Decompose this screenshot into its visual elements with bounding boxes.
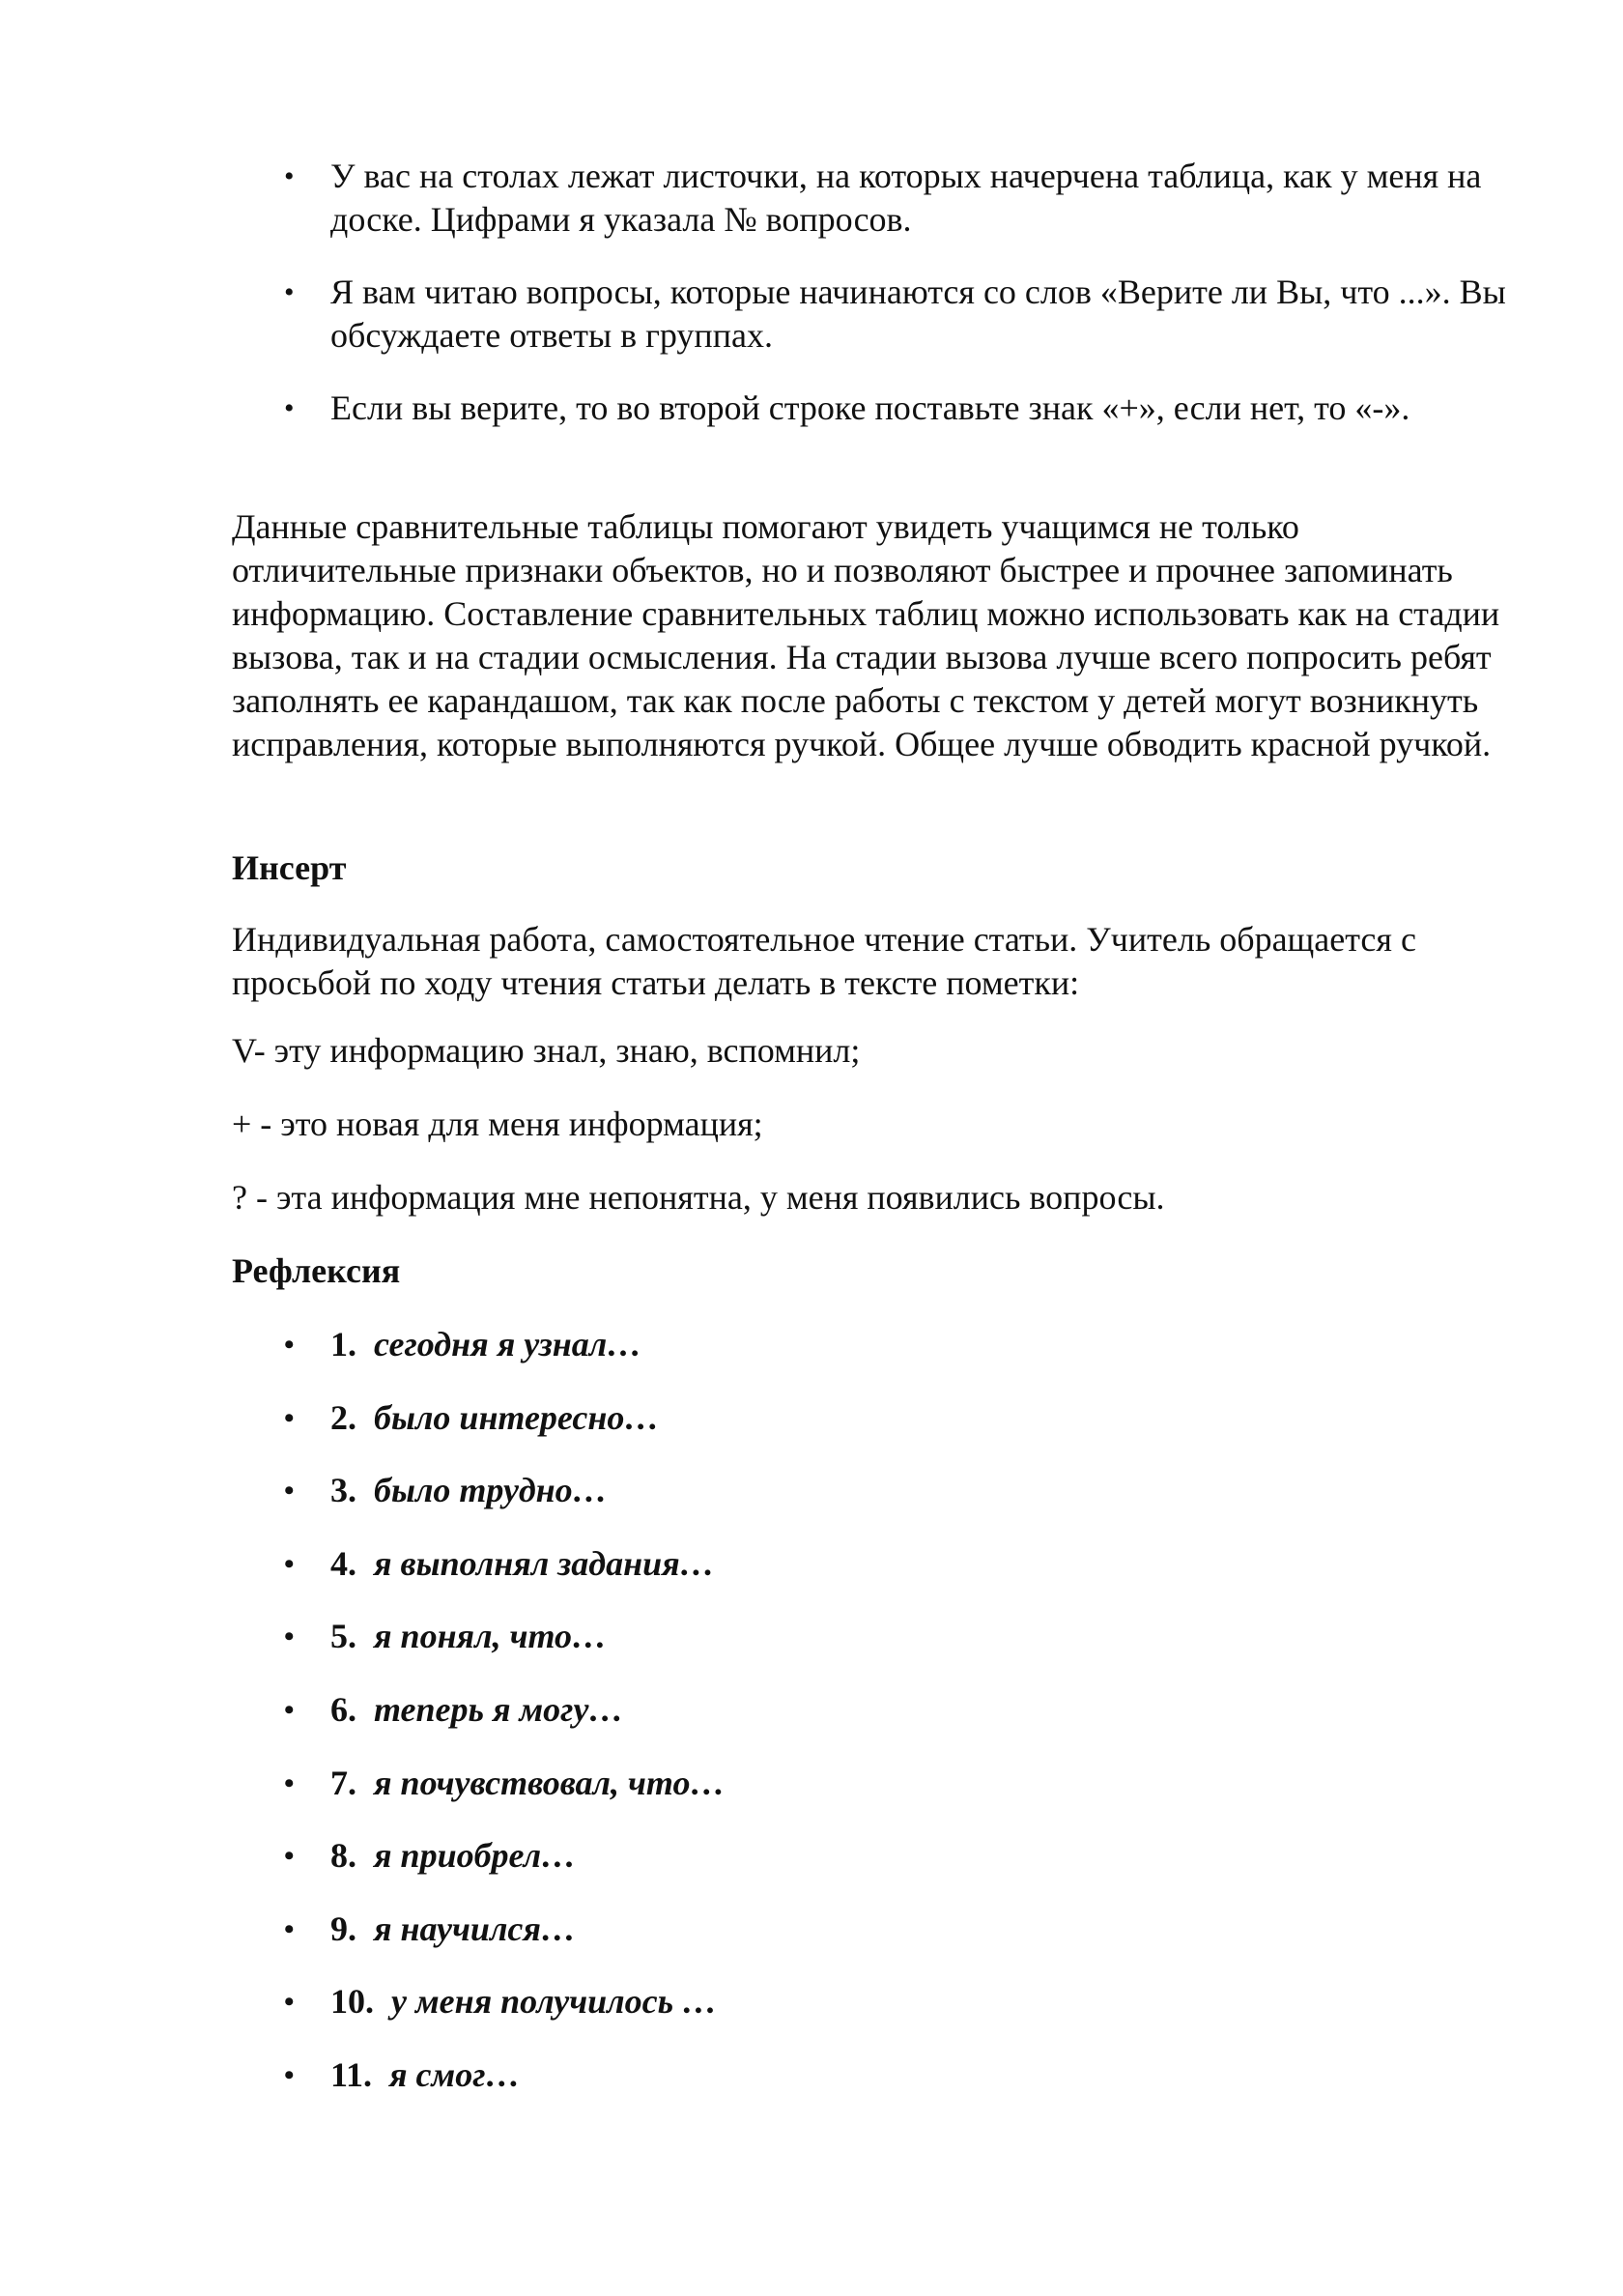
item-text: я понял, что…: [374, 1617, 607, 1656]
item-number: 6.: [330, 1689, 356, 1729]
reflection-item: [0, 1908, 1623, 1951]
item-text: я научился…: [374, 1909, 576, 1948]
bullet-icon: •: [284, 160, 295, 192]
reflection-heading: Рефлексия: [232, 1251, 401, 1290]
item-number: 2.: [330, 1397, 356, 1437]
bullet-icon: •: [284, 1621, 295, 1653]
main-paragraph: Данные сравнительные таблицы помогают увидеть учащимся не только отличительные признаки объектов, но и позволяют быстрее и прочнее запоминать информацию. Составление сравнительных таблиц можно использовать как на стадии вызова, так и на стадии осмысления. На стадии вызова лучше всего попросить ребят заполнять ее карандашом, так как после работы с текстом у детей могут возникнуть исправления, которые выполняются ручкой. Общее лучше обводить красной ручкой.: [232, 507, 1500, 763]
reflection-item: [0, 1542, 1623, 1586]
item-number: 10.: [330, 1982, 374, 2022]
insert-mark-new: + - это новая для меня информация;: [232, 1105, 763, 1143]
bullet-text: Я вам читаю вопросы, которые начинаются со слов «Верите ли Вы, что ...». Вы обсуждаете ответы в группах.: [330, 273, 1506, 355]
item-number: 11.: [330, 2054, 373, 2094]
item-number: 3.: [330, 1471, 356, 1510]
item-number: 9.: [330, 1909, 356, 1948]
item-number: 8.: [330, 1836, 356, 1876]
bullet-icon: •: [284, 1693, 295, 1726]
reflection-item: [0, 1323, 1623, 1366]
bullet-icon: •: [284, 1401, 295, 1434]
insert-paragraph: Индивидуальная работа, самостоятельное чтение статьи. Учитель обращается с просьбой по ходу чтения статьи делать в тексте пометки:: [232, 920, 1416, 1002]
insert-mark-known: V- эту информацию знал, знаю, вспомнил;: [232, 1031, 861, 1070]
item-text: я почувствовал, что…: [374, 1763, 726, 1802]
item-text: я смог…: [389, 2054, 521, 2094]
reflection-item: [0, 1396, 1623, 1440]
bullet-icon: •: [284, 1840, 295, 1873]
bullet-icon: •: [284, 1766, 295, 1799]
reflection-list: [0, 1323, 1623, 2127]
bullet-icon: •: [284, 2058, 295, 2091]
item-text: я выполнял задания…: [374, 1543, 715, 1583]
item-text: было трудно…: [374, 1471, 608, 1510]
reflection-item: [0, 1980, 1623, 2023]
item-number: 1.: [330, 1325, 356, 1363]
bullet-icon: •: [284, 1475, 295, 1507]
item-number: 5.: [330, 1617, 356, 1656]
list-item: [0, 155, 1623, 242]
reflection-item: [0, 1762, 1623, 1805]
bullet-text: Если вы верите, то во второй строке поставьте знак «+», если нет, то «-».: [330, 388, 1410, 427]
list-item: [0, 271, 1623, 358]
bullet-icon: •: [284, 1986, 295, 2019]
reflection-item: [0, 2053, 1623, 2097]
item-text: сегодня я узнал…: [374, 1325, 642, 1363]
reflection-item: [0, 1615, 1623, 1658]
bullet-icon: •: [284, 1912, 295, 1945]
insert-heading: Инсерт: [232, 848, 347, 887]
bullet-icon: •: [284, 1547, 295, 1580]
reflection-item: [0, 1469, 1623, 1512]
reflection-item: [0, 1688, 1623, 1732]
item-number: 7.: [330, 1763, 356, 1802]
item-text: у меня получилось …: [391, 1982, 718, 2022]
item-text: я приобрел…: [374, 1836, 577, 1876]
item-text: теперь я могу…: [374, 1689, 624, 1729]
item-number: 4.: [330, 1543, 356, 1583]
item-text: было интересно…: [374, 1397, 660, 1437]
bullet-text: У вас на столах лежат листочки, на которых начерчена таблица, как у меня на доске. Цифрами я указала № вопросов.: [330, 157, 1482, 239]
reflection-item: [0, 1834, 1623, 1878]
intro-bullet-list: [0, 155, 1623, 459]
bullet-icon: •: [284, 392, 295, 424]
bullet-icon: •: [284, 1329, 295, 1361]
list-item: [0, 387, 1623, 430]
insert-mark-question: ? - эта информация мне непонятна, у меня появились вопросы.: [232, 1178, 1165, 1217]
bullet-icon: •: [284, 276, 295, 308]
